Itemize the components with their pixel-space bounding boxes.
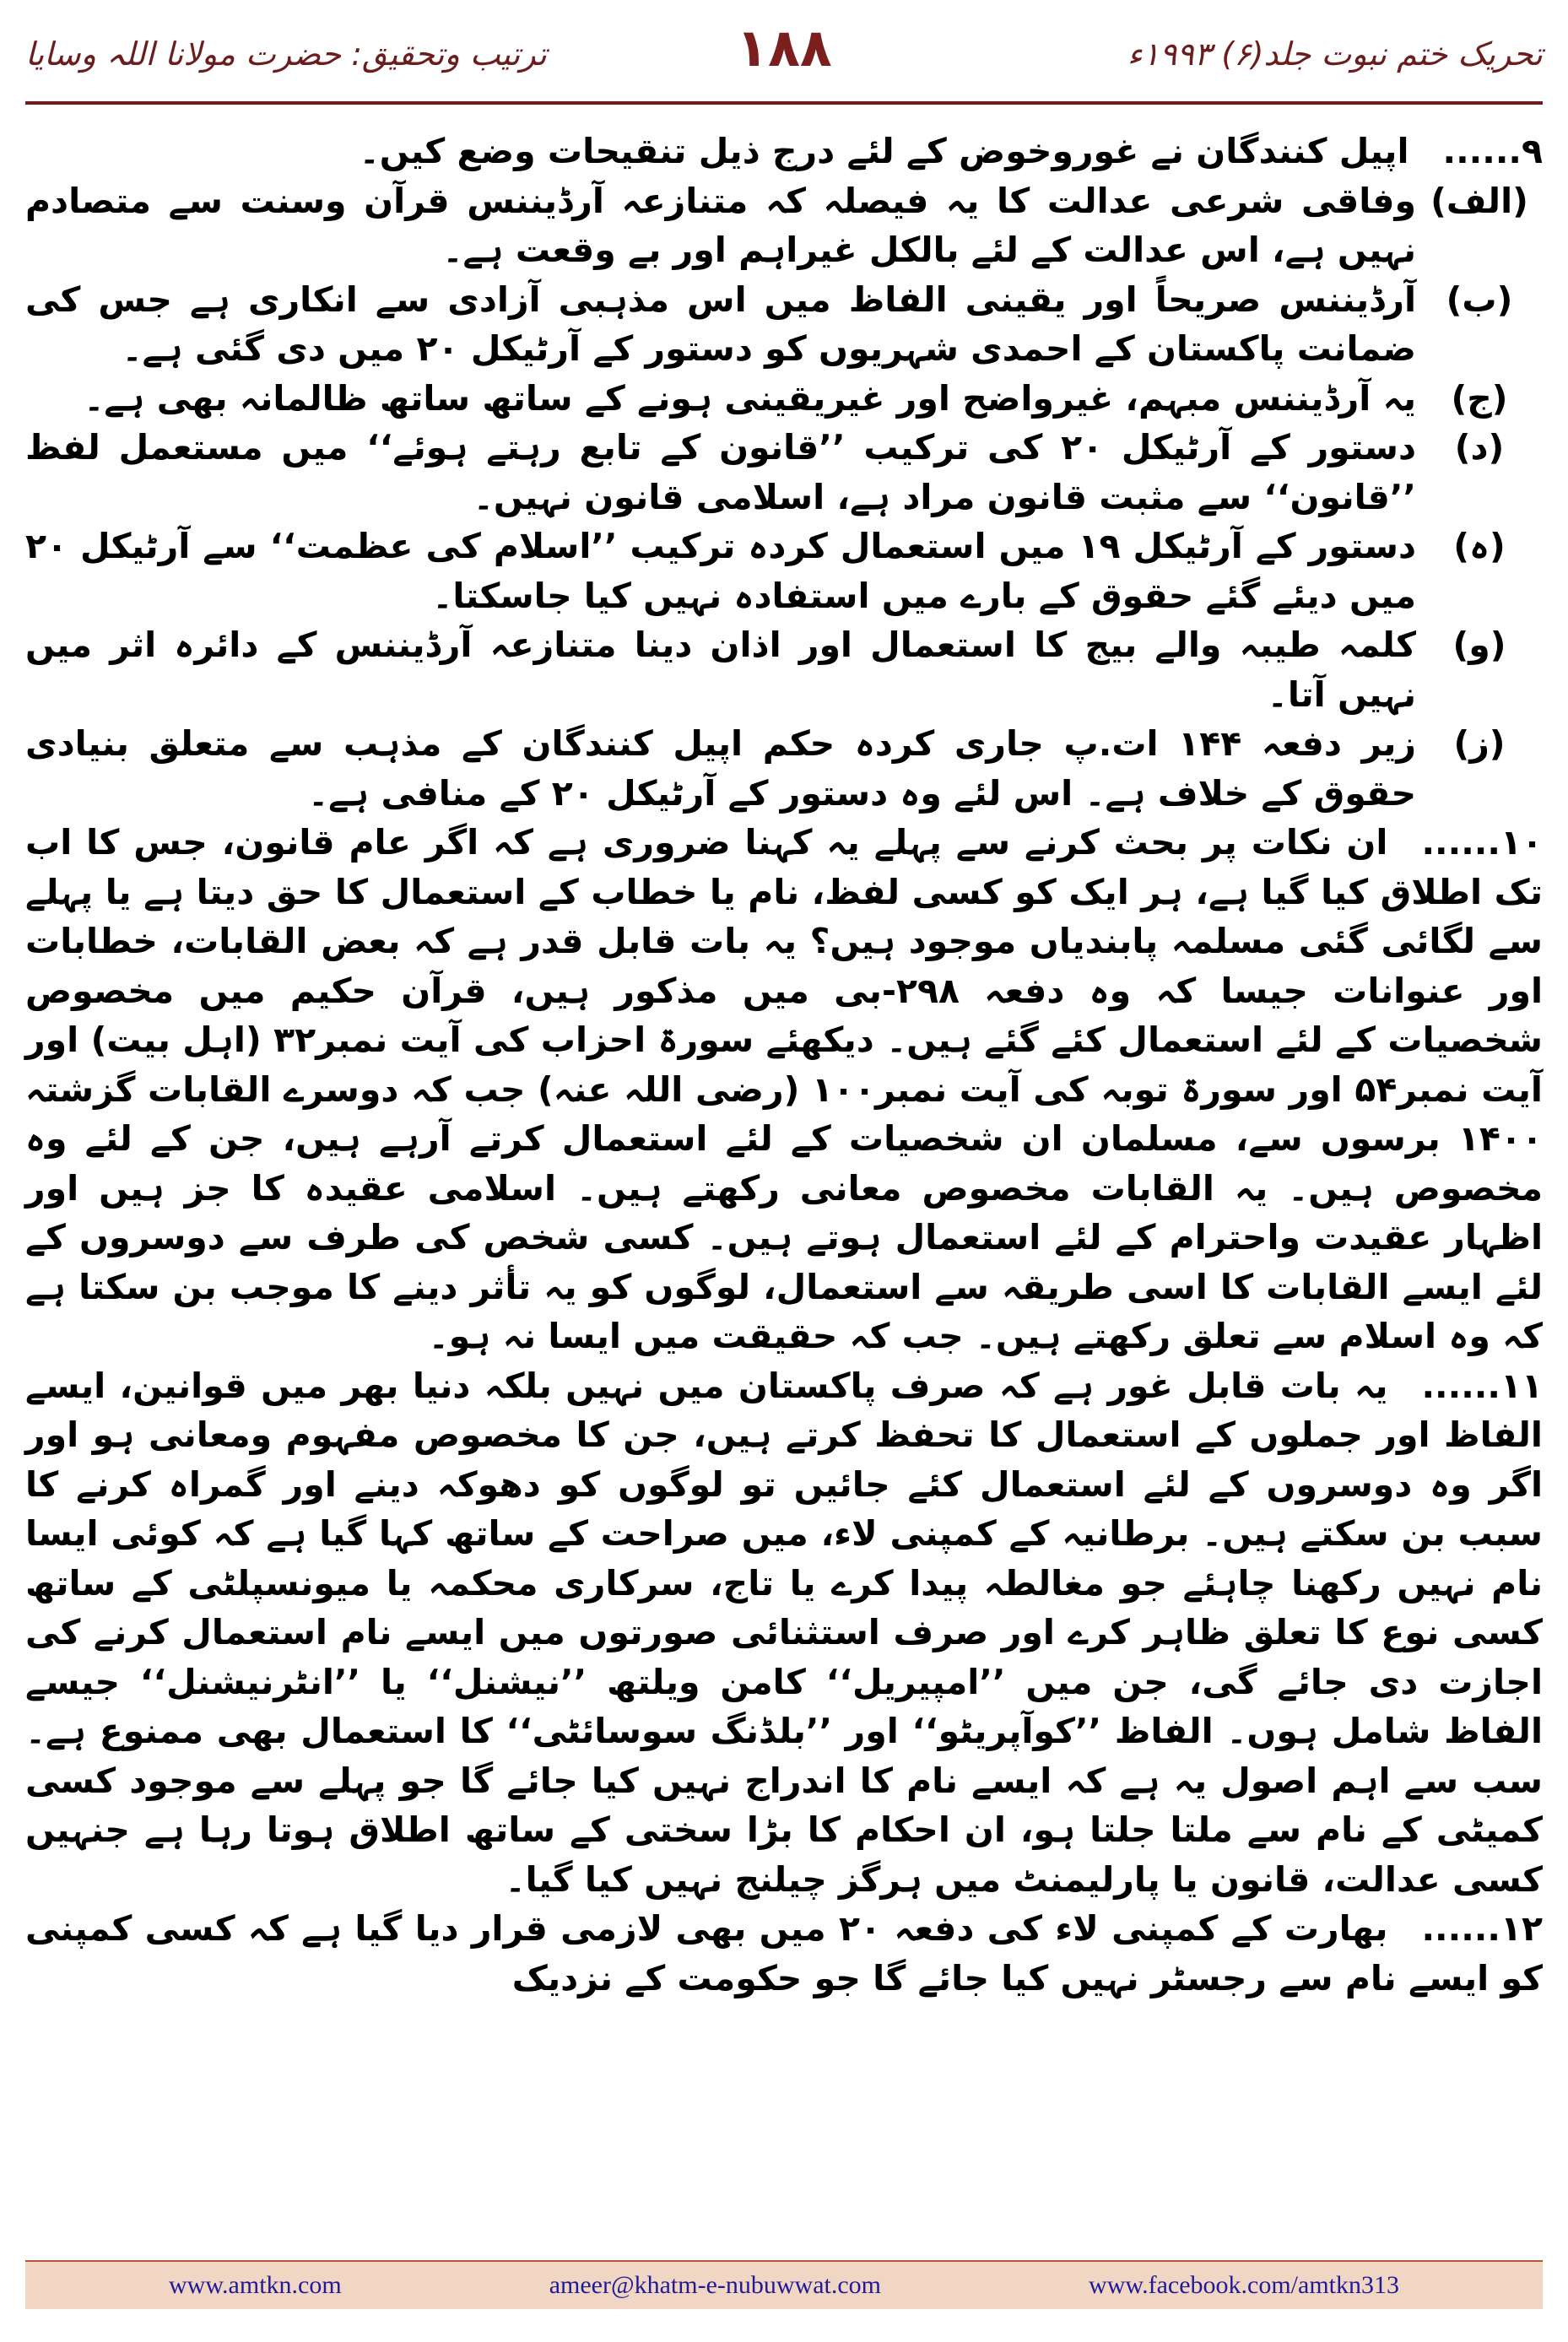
paragraph-text: بھارت کے کمپنی لاء کی دفعہ ۲۰ میں بھی لازمی قرار دیا گیا ہے کہ کسی کمپنی کو ایسے نام سے رجسٹر نہیں کیا جائے گا جو حکومت کے نزدیک — [25, 1908, 1543, 1999]
paragraph-text: اپیل کنندگان نے غوروخوض کے لئے درج ذیل تنقیحات وضع کیں۔ — [359, 131, 1409, 171]
website-link[interactable]: www.amtkn.com — [169, 2271, 342, 2299]
paragraph-number: ۹...... — [1442, 131, 1543, 171]
item-text: زیر دفعہ ۱۴۴ ات.پ جاری کردہ حکم اپیل کنندگان کے مذہب سے متعلق بنیادی حقوق کے خلاف ہے۔ اس لئے وہ دستور کے آرٹیکل ۲۰ کے منافی ہے۔ — [25, 723, 1416, 814]
paragraph-number: ۱۱...... — [1421, 1365, 1543, 1406]
compiler-credit: ترتیب وتحقیق: حضرت مولانا اللہ وسایا — [25, 35, 547, 73]
item-marker: (ہ) — [1453, 526, 1506, 566]
header-divider — [25, 101, 1543, 105]
item-text: کلمہ طیبہ والے بیج کا استعمال اور اذان دینا متنازعہ آرڈیننس کے دائرہ اثر میں نہیں آتا۔ — [25, 625, 1416, 715]
paragraph-12 — [25, 1904, 1543, 2003]
paragraph-9 — [25, 127, 1543, 176]
item-text: یہ آرڈیننس مبہم، غیرواضح اور غیریقینی ہونے کے ساتھ ساتھ ظالمانہ بھی ہے۔ — [84, 377, 1416, 419]
item-marker: (ج) — [1451, 377, 1508, 419]
page-header — [0, 0, 1568, 110]
issue-item-jeem — [25, 374, 1543, 424]
item-marker: (ب) — [1446, 279, 1513, 320]
issue-item-alif — [25, 176, 1543, 275]
page-number: ۱۸۸ — [736, 17, 832, 78]
issue-item-ze — [25, 719, 1543, 818]
book-title: تحریک ختم نبوت جلد(۶) ۱۹۹۳ء — [1127, 35, 1543, 73]
email-link[interactable]: ameer@khatm-e-nubuwwat.com — [549, 2271, 882, 2299]
item-text: آرڈیننس صریحاً اور یقینی الفاظ میں اس مذہبی آزادی سے انکاری ہے جس کی ضمانت پاکستان کے احمدی شہریوں کو دستور کے آرٹیکل ۲۰ میں دی گئی ہے۔ — [25, 279, 1416, 369]
issue-item-dal — [25, 423, 1543, 522]
paragraph-text: یہ بات قابل غور ہے کہ صرف پاکستان میں نہیں بلکہ دنیا بھر میں قوانین، ایسے الفاظ اور جملوں کے استعمال کا تحفظ کرتے ہیں، جن کا مخصوص مفہوم ومعانی ہو اور اگر وہ دوسروں کے لئے استعمال کئے جائیں تو لوگوں کو دھوکہ دینے اور گمراہ کرنے کا سبب بن سکتے ہیں۔ برطانیہ کے کمپنی لاء، میں صراحت کے ساتھ کہا گیا ہے کہ کوئی ایسا نام نہیں رکھنا چاہئے جو مغالطہ پیدا کرے یا تاج، سرکاری محکمہ یا میونسپلٹی کے ساتھ کسی نوع کا تعلق ظاہر کرے اور صرف استثنائی صورتوں میں ایسے نام استعمال کرنے کی اجازت دی جائے گی، جن میں ’’امپیریل‘‘ کامن ویلتھ ’’نیشنل‘‘ یا ’’انٹرنیشنل‘‘ جیسے الفاظ شامل ہوں۔ الفاظ ’’کوآپریٹو‘‘ اور ’’بلڈنگ سوسائٹی‘‘ کا استعمال بھی ممنوع ہے۔ سب سے اہم اصول یہ ہے کہ ایسے نام کا اندراج نہیں کیا جائے گا جو پہلے سے موجود کسی کمیٹی کے نام سے ملتا جلتا ہو، ان احکام کا بڑا سختی کے ساتھ اطلاق ہوتا رہا ہے جنہیں کسی عدالت، قانون یا پارلیمنٹ میں ہرگز چیلنج نہیں کیا گیا۔ — [25, 1365, 1544, 1900]
item-marker: (ز) — [1453, 723, 1506, 764]
item-text: دستور کے آرٹیکل ۲۰ کی ترکیب ’’قانون کے تابع رہتے ہوئے‘‘ میں مستعمل لفظ ’’قانون‘‘ سے مثبت قانون مراد ہے، اسلامی قانون نہیں۔ — [25, 427, 1416, 517]
facebook-link[interactable]: www.facebook.com/amtkn313 — [1089, 2271, 1399, 2299]
paragraph-text: ان نکات پر بحث کرنے سے پہلے یہ کہنا ضروری ہے کہ اگر عام قانون، جس کا اب تک اطلاق کیا گیا ہے، ہر ایک کو کسی لفظ، نام یا خطاب کے استعمال کا حق دیتا ہے یا پہلے سے لگائی گئی مسلمہ پابندیاں موجود ہیں؟ یہ بات قابل قدر ہے کہ بعض القابات، خطابات اور عنوانات جیسا کہ وہ دفعہ ۲۹۸-بی میں مذکور ہیں، قرآن حکیم میں مخصوص شخصیات کے لئے استعمال کئے گئے ہیں۔ دیکھئے سورۃ احزاب کی آیت نمبر۳۲ (اہل بیت) اور آیت نمبر۵۴ اور سورۃ توبہ کی آیت نمبر۱۰۰ (رضی اللہ عنہ) جب کہ دوسرے القابات گزشتہ ۱۴۰۰ برسوں سے، مسلمان ان شخصیات کے لئے استعمال کرتے آرہے ہیں، جن کے لئے وہ مخصوص ہیں۔ یہ القابات مخصوص معانی رکھتے ہیں۔ اسلامی عقیدہ کا جز ہیں اور اظہار عقیدت واحترام کے لئے استعمال ہوتے ہیں۔ کسی شخص کی طرف سے دوسروں کے لئے ایسے القابات کا اسی طریقہ سے استعمال، لوگوں کو یہ تأثر دینے کا موجب بن سکتا ہے کہ وہ اسلام سے تعلق رکھتے ہیں۔ جب کہ حقیقت میں ایسا نہ ہو۔ — [25, 822, 1544, 1356]
item-marker: (و) — [1452, 625, 1506, 665]
issue-item-he — [25, 522, 1543, 620]
issue-item-be — [25, 275, 1543, 374]
paragraph-11 — [25, 1361, 1543, 1905]
paragraph-number: ۱۲...... — [1421, 1908, 1543, 1949]
item-text: دستور کے آرٹیکل ۱۹ میں استعمال کردہ ترکیب ’’اسلام کی عظمت‘‘ سے آرٹیکل ۲۰ میں دیئے گئے حقوق کے بارے میں استفادہ نہیں کیا جاسکتا۔ — [25, 526, 1416, 616]
paragraph-number: ۱۰...... — [1421, 822, 1543, 863]
paragraph-10 — [25, 818, 1543, 1361]
issue-item-wao — [25, 620, 1543, 719]
item-marker: (الف) — [1430, 180, 1528, 221]
page-footer — [25, 2260, 1543, 2309]
item-text: وفاقی شرعی عدالت کا یہ فیصلہ کہ متنازعہ آرڈیننس قرآن وسنت سے متصادم نہیں ہے، اس عدالت کے لئے بالکل غیراہم اور بے وقعت ہے۔ — [25, 180, 1416, 270]
item-marker: (د) — [1454, 427, 1505, 468]
page-body — [25, 127, 1543, 2203]
